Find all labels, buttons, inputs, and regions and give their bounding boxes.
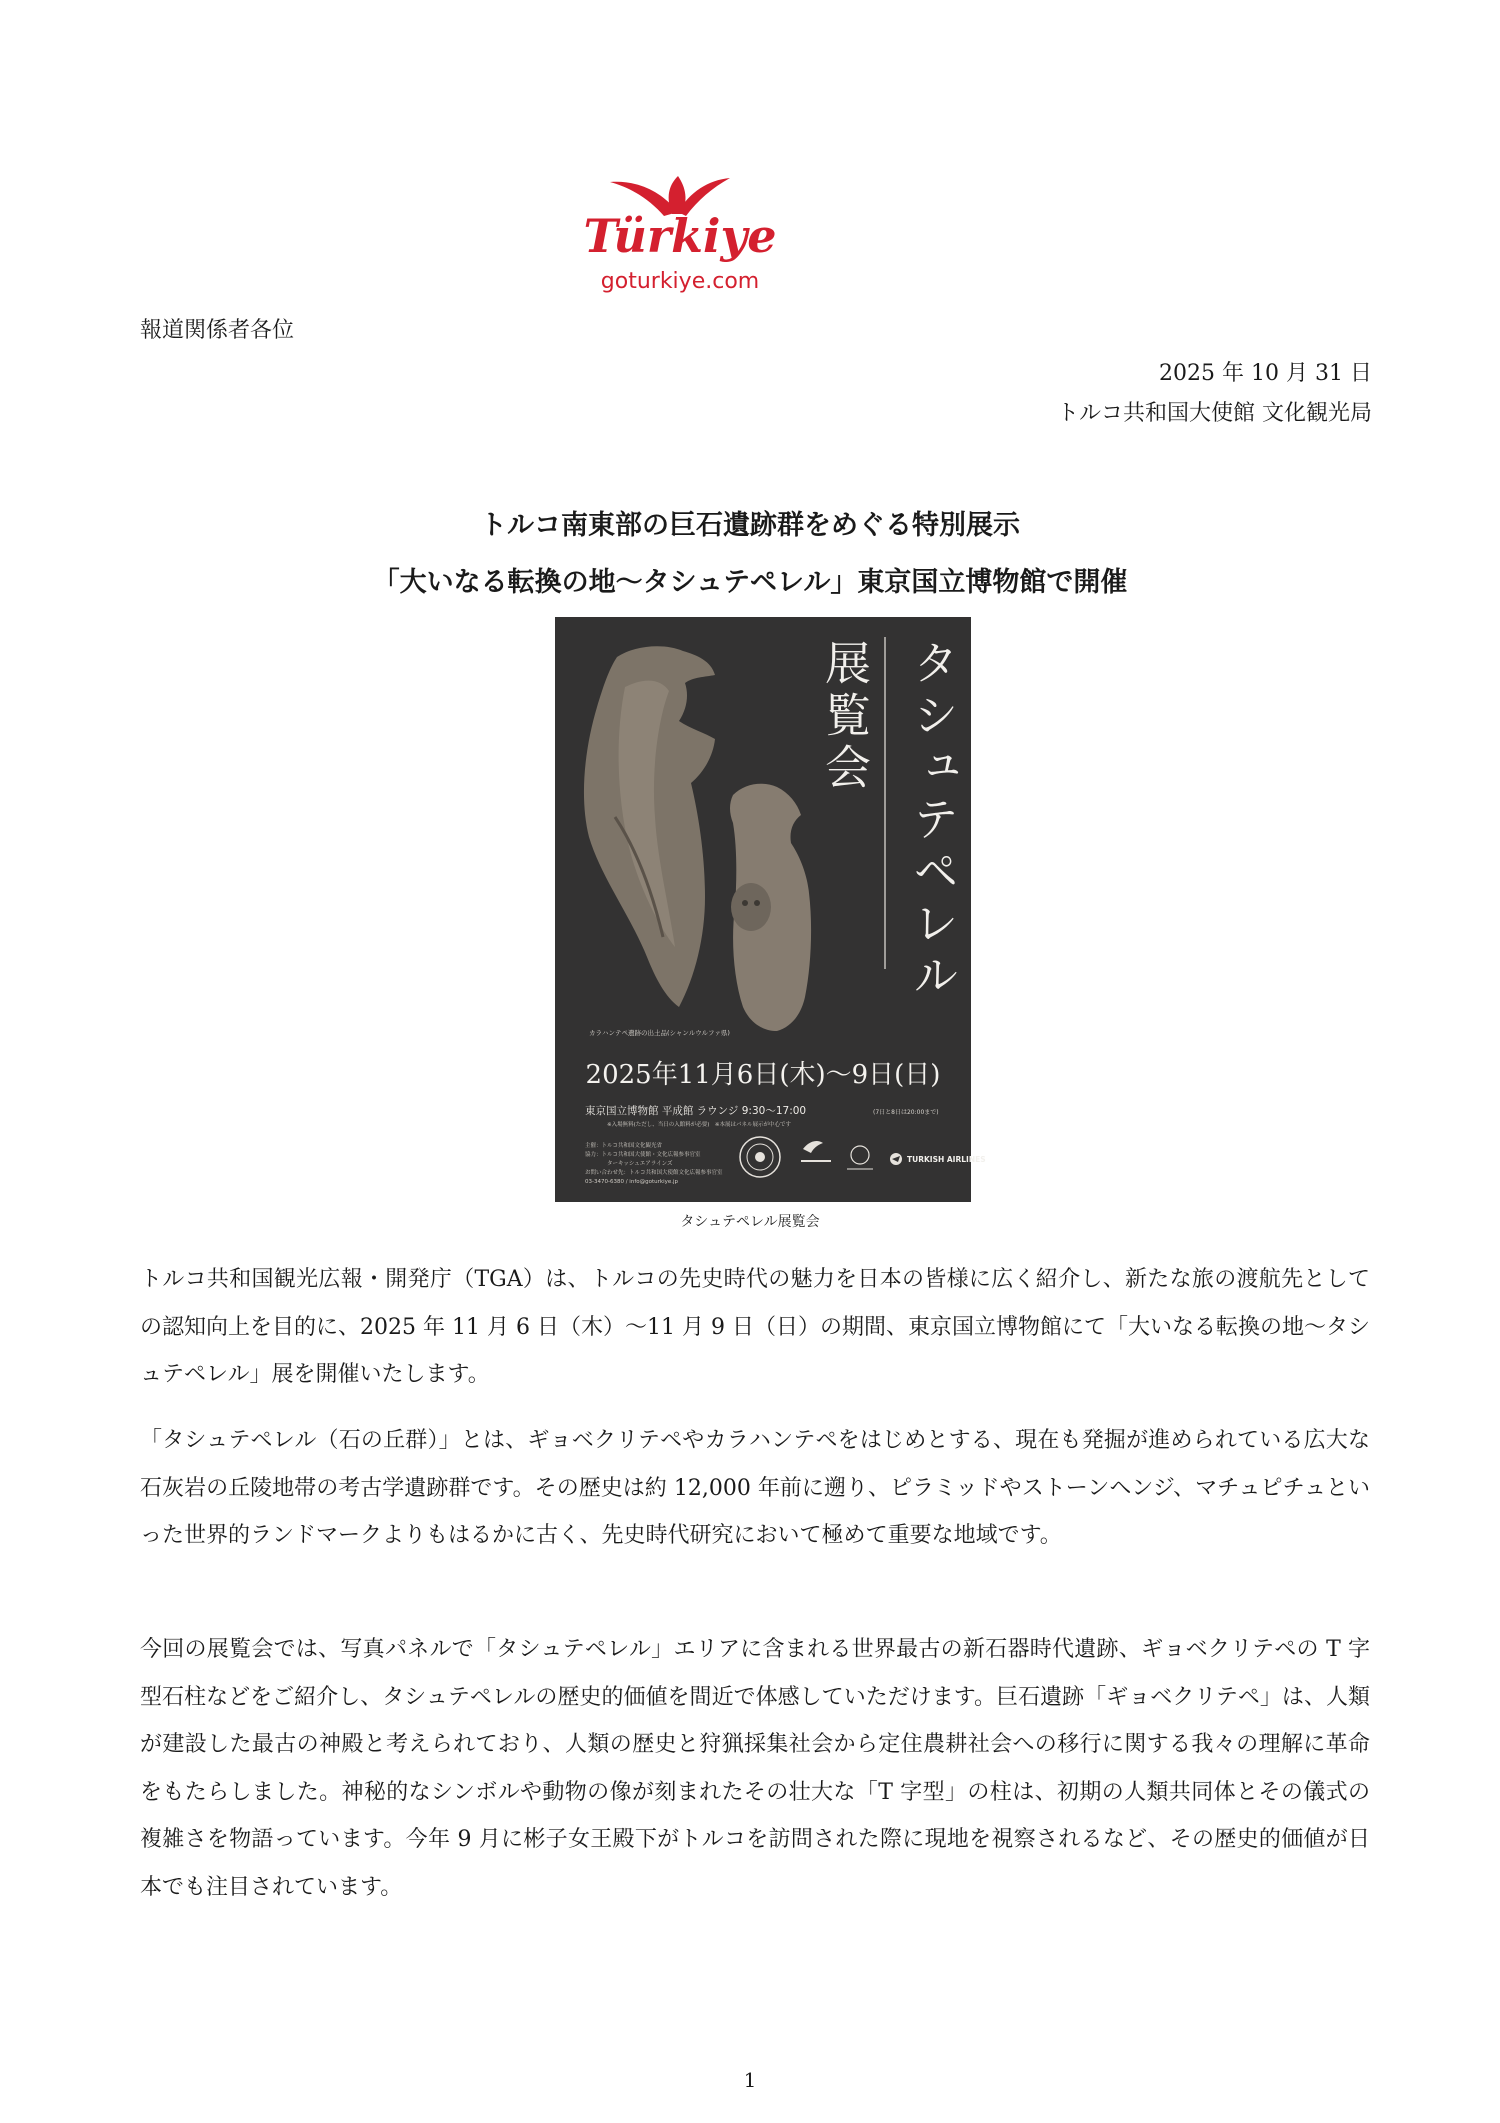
poster-vertical-subtitle: 展覧会 bbox=[818, 639, 872, 795]
poster-venue-note: (7日と8日は20:00まで) bbox=[873, 1109, 939, 1116]
title-line-2: 「大いなる転換の地～タシュテペレル」東京国立博物館で開催 bbox=[372, 567, 1128, 598]
poster-credit-2: 協力：トルコ共和国大使館・文化広報参事官室 bbox=[585, 1152, 701, 1158]
poster-vertical-title: タシュテペレル bbox=[906, 639, 960, 1003]
poster-credit-5: 03-3470-6380 / info@goturkiye.jp bbox=[585, 1179, 679, 1185]
exhibition-poster bbox=[555, 617, 986, 1202]
paragraph-3: 今回の展覧会では、写真パネルで「タシュテペレル」エリアに含まれる世界最古の新石器時代遺跡、ギョベクリテペの T 字型石柱などをご紹介し、タシュテペレルの歴史的価値を間近で体感していただけます。巨石遺跡「ギョベクリテペ」は、人類が建設した最古の神殿と考えられており、人類の歴史と狩猟採集社会から定住農耕社会への移行に関する我々の理解に革命をもたらしました。神秘的なシンボルや動物の像が刻まれたその壮大な「T 字型」の柱は、初期の人類共同体とその儀式の複雑さを物語っています。今年 9 月に彬子女王殿下がトルコを訪問された際に現地を視察されるなど、その歴史的価値が日本でも注目されています。 bbox=[140, 1637, 1370, 1900]
release-date: 2025 年 10 月 31 日 bbox=[1159, 361, 1372, 386]
goturkiye-logo bbox=[540, 170, 820, 300]
poster-caption: タシュテペレル展覧会 bbox=[680, 1214, 820, 1230]
paragraph-1: トルコ共和国観光広報・開発庁（TGA）は、トルコの先史時代の魅力を日本の皆様に広く紹介し、新たな旅の渡航先としての認知向上を目的に、2025 年 11 月 6 日（木）～11 月 9 日（日）の期間、東京国立博物館にて「大いなる転換の地～タシュテペレル」展を開催いたします。 bbox=[140, 1267, 1370, 1387]
poster-credit-1: 主催：トルコ共和国文化観光省 bbox=[585, 1143, 663, 1149]
page-number: 1 bbox=[743, 2068, 757, 2092]
poster-entry-note: ※入場無料(ただし、当日の入館料が必要) ※本展はパネル展示が中心です bbox=[607, 1122, 792, 1128]
poster-airline-name: TURKISH AIRLINES bbox=[907, 1155, 986, 1164]
poster-small-caption: カラハンテペ遺跡の出土品(シャンルウルファ県) bbox=[589, 1029, 730, 1037]
addressee: 報道関係者各位 bbox=[140, 318, 295, 343]
paragraph-2: 「タシュテペレル（石の丘群）」とは、ギョベクリテペやカラハンテペをはじめとする、現在も発掘が進められている広大な石灰岩の丘陵地帯の考古学遺跡群です。その歴史は約 12,000 年前に遡り、ピラミッドやストーンヘンジ、マチュピチュといった世界的ランドマークよりもはるかに古く、先史時代研究において極めて重要な地域です。 bbox=[140, 1428, 1370, 1548]
poster-venue-line: 東京国立博物館 平成館 ラウンジ 9:30～17:00 bbox=[585, 1105, 807, 1117]
logo-url: goturkiye.com bbox=[600, 269, 760, 294]
logo-wordmark: Türkiye bbox=[583, 209, 777, 263]
turkish-airlines-logo-icon bbox=[890, 1153, 902, 1165]
poster-credit-3: ターキッシュエアラインズ bbox=[607, 1161, 673, 1167]
poster-date-line: 2025年11月6日(木)～9日(日) bbox=[585, 1060, 941, 1090]
poster-credit-4: お問い合わせ先：トルコ共和国大使館文化広報参事官室 bbox=[585, 1170, 723, 1176]
issuing-organization: トルコ共和国大使館 文化観光局 bbox=[1057, 401, 1372, 426]
title-line-1: トルコ南東部の巨石遺跡群をめぐる特別展示 bbox=[480, 510, 1020, 541]
